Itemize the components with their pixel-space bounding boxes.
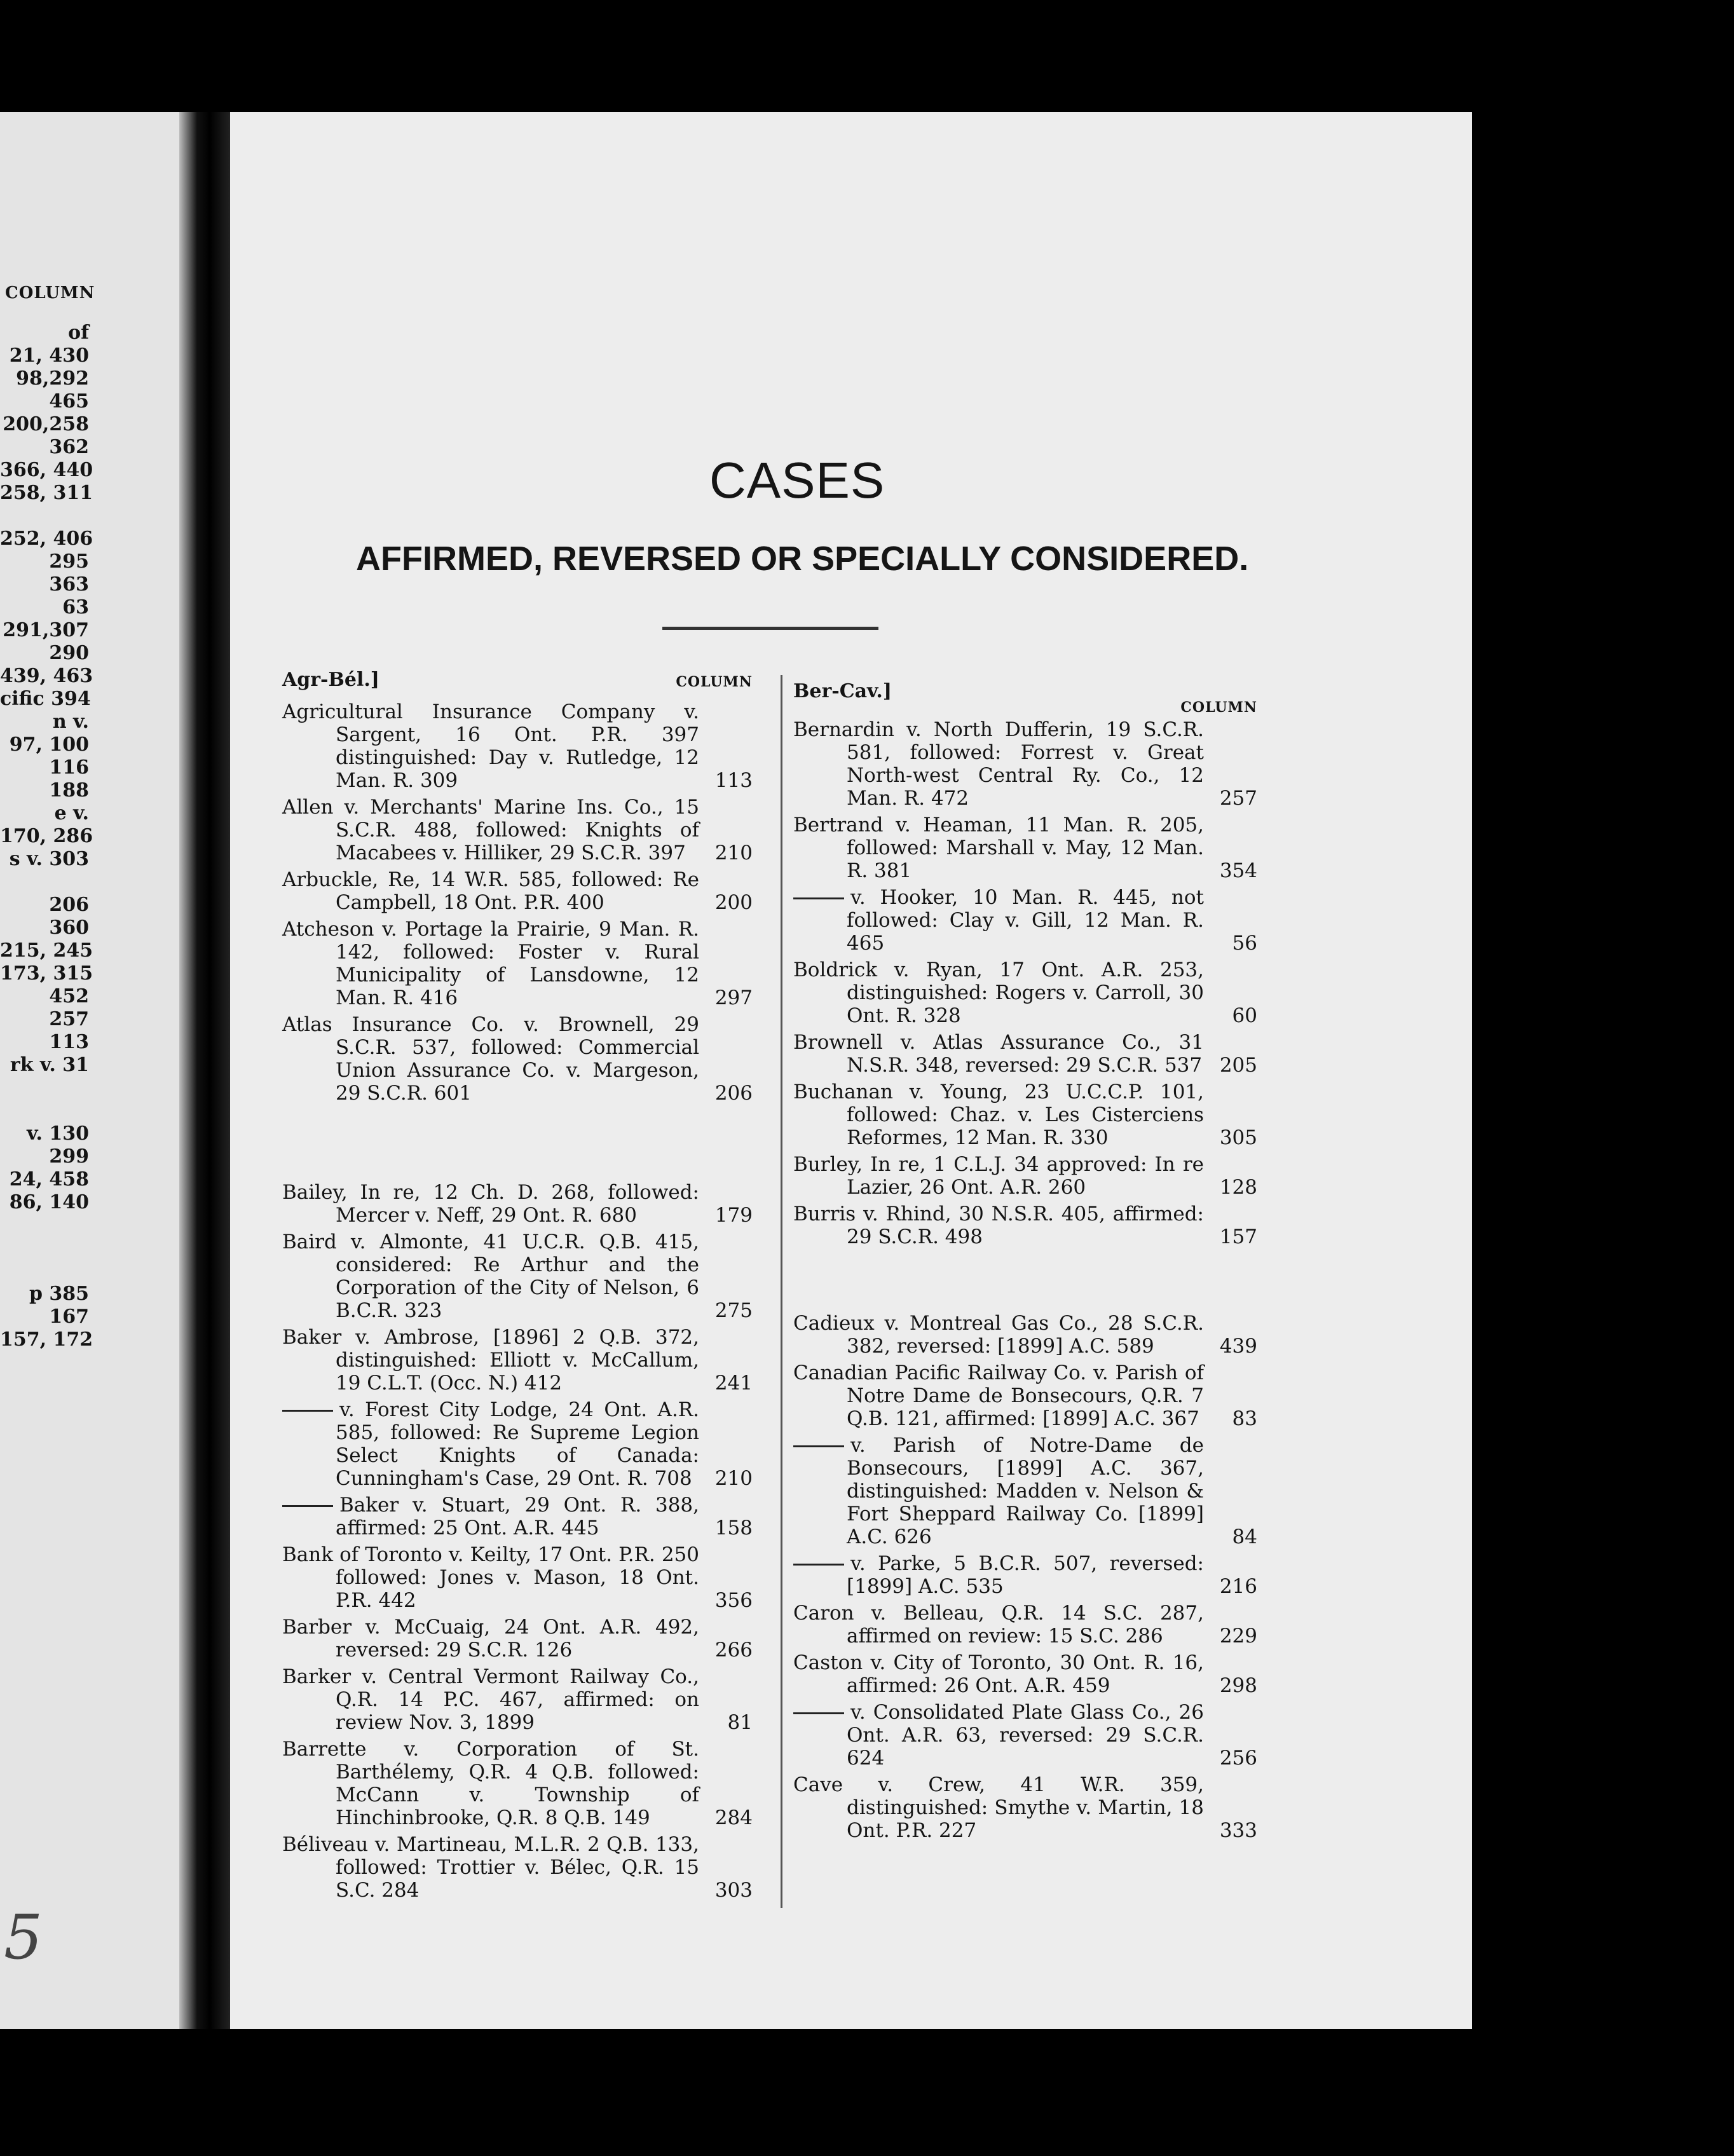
left-page-ref-line: 21, 430 <box>9 345 89 367</box>
left-page-ref-line: 366, 440 <box>0 459 93 481</box>
column-number: 266 <box>714 1639 753 1661</box>
left-page-ref-line: 295 <box>49 550 89 573</box>
case-citation: v. Hooker, 10 Man. R. 445, not followed: Clay v. Gill, 12 Man. R. 465 <box>847 886 1204 955</box>
left-page-ref-line: 291,307 <box>3 619 89 641</box>
right-column-label: COLUMN <box>1180 699 1257 716</box>
case-entry <box>793 1031 1257 1077</box>
left-page-column-label: COLUMN <box>5 283 95 303</box>
case-citation: Baird v. Almonte, 41 U.C.R. Q.B. 415, considered: Re Arthur and the Corporation of the City of Nelson, 6 B.C.R. 323 <box>282 1231 699 1322</box>
left-page-column-refs <box>0 322 179 1351</box>
left-page-ref-line: rk v. 31 <box>10 1054 89 1076</box>
repeat-dash <box>793 1445 844 1447</box>
case-entry <box>793 1153 1257 1199</box>
case-citation: Caron v. Belleau, Q.R. 14 S.C. 287, affirmed on review: 15 S.C. 286 <box>793 1602 1204 1648</box>
case-citation: Cadieux v. Montreal Gas Co., 28 S.C.R. 382, reversed: [1899] A.C. 589 <box>793 1312 1204 1358</box>
case-citation: Barker v. Central Vermont Railway Co., Q.R. 14 P.C. 467, affirmed: on review Nov. 3, 1899 <box>282 1665 699 1734</box>
left-page-ref-line <box>0 1237 179 1260</box>
case-entry <box>793 718 1257 810</box>
left-page-ref-line: cific 394 <box>0 688 91 710</box>
column-number: 241 <box>714 1372 753 1395</box>
case-entry <box>282 796 753 864</box>
case-entry <box>793 1434 1257 1548</box>
column-number: 210 <box>714 842 753 864</box>
right-column-entries <box>793 718 1257 1842</box>
column-number: 216 <box>1219 1575 1257 1598</box>
left-page-ref-line <box>0 1260 179 1283</box>
case-entry <box>282 1231 753 1322</box>
column-number: 205 <box>1219 1054 1257 1077</box>
case-entry <box>282 700 753 792</box>
case-citation: Cave v. Crew, 41 W.R. 359, distinguished: Smythe v. Martin, 18 Ont. P.R. 227 <box>793 1773 1204 1842</box>
case-citation: Allen v. Merchants' Marine Ins. Co., 15 S.C.R. 488, followed: Knights of Macabees v. Hilliker, 29 S.C.R. 397 <box>282 796 699 864</box>
case-citation: Barrette v. Corporation of St. Barthélemy, Q.R. 4 Q.B. followed: McCann v. Township of Hinchinbrooke, Q.R. 8 Q.B. 149 <box>282 1738 699 1829</box>
case-entry <box>282 1616 753 1661</box>
left-page-ref-line: 63 <box>62 596 89 618</box>
case-entry <box>793 1361 1257 1430</box>
left-page-ref-line: 252, 406 <box>0 528 93 550</box>
right-column <box>793 680 1257 1846</box>
column-number: 81 <box>727 1711 753 1734</box>
left-page-ref-line: 299 <box>49 1145 89 1168</box>
title-rule <box>662 627 878 630</box>
column-number: 157 <box>1219 1225 1257 1248</box>
column-number: 298 <box>1219 1674 1257 1697</box>
left-column-label: COLUMN <box>676 674 753 690</box>
left-page-ref-line: 97, 100 <box>9 733 89 756</box>
column-number: 83 <box>1232 1407 1257 1430</box>
left-page-ref-line: 465 <box>49 390 89 413</box>
left-page-ref-line: n v. <box>52 711 89 733</box>
case-entry <box>282 1494 753 1539</box>
column-number: 200 <box>714 891 753 914</box>
left-page-ref-line: 116 <box>49 756 89 779</box>
case-citation: Bank of Toronto v. Keilty, 17 Ont. P.R. 250 followed: Jones v. Mason, 18 Ont. P.R. 442 <box>282 1543 699 1612</box>
left-page-ref-line: 113 <box>49 1031 89 1053</box>
case-citation: Caston v. City of Toronto, 30 Ont. R. 16, affirmed: 26 Ont. A.R. 459 <box>793 1651 1204 1697</box>
case-entry <box>793 1701 1257 1770</box>
page-subtitle: AFFIRMED, REVERSED OR SPECIALLY CONSIDERED. <box>356 540 1249 578</box>
column-number: 356 <box>714 1589 753 1612</box>
case-citation: Buchanan v. Young, 23 U.C.C.P. 101, followed: Chaz. v. Les Cisterciens Reformes, 12 Man. R. 330 <box>793 1081 1204 1149</box>
case-entry <box>282 1398 753 1490</box>
left-page-ref-line <box>0 871 179 894</box>
left-page-ref-line <box>0 1077 179 1100</box>
left-page-ref-line: 206 <box>49 894 89 916</box>
left-page-ref-line: v. 130 <box>27 1122 89 1145</box>
left-page-ref-line: 200,258 <box>3 413 89 435</box>
page-title: CASES <box>709 452 885 508</box>
case-entry <box>282 868 753 914</box>
left-page-ref-line: 439, 463 <box>0 665 93 687</box>
case-entry <box>282 1738 753 1829</box>
case-entry <box>793 1312 1257 1358</box>
case-entry <box>282 1326 753 1395</box>
case-citation: v. Parke, 5 B.C.R. 507, reversed: [1899] A.C. 535 <box>847 1552 1204 1598</box>
left-page-ref-line: 188 <box>49 779 89 802</box>
case-citation: Atcheson v. Portage la Prairie, 9 Man. R. 142, followed: Foster v. Rural Municipality of Lansdowne, 12 Man. R. 416 <box>282 918 699 1009</box>
case-citation: Boldrick v. Ryan, 17 Ont. A.R. 253, distinguished: Rogers v. Carroll, 30 Ont. R. 328 <box>793 959 1204 1027</box>
left-page-ref-line <box>0 505 179 528</box>
case-citation: v. Parish of Notre-Dame de Bonsecours, [1899] A.C. 367, distinguished: Madden v. Nelson & Fort Sheppard Railway Co. [1899] A.C. 626 <box>847 1434 1204 1548</box>
left-page-ref-line: e v. <box>54 802 89 824</box>
case-citation: Bailey, In re, 12 Ch. D. 268, followed: Mercer v. Neff, 29 Ont. R. 680 <box>282 1181 699 1227</box>
repeat-dash <box>282 1410 333 1412</box>
case-citation: Baker v. Stuart, 29 Ont. R. 388, affirmed: 25 Ont. A.R. 445 <box>336 1494 699 1539</box>
repeat-dash <box>793 897 844 899</box>
case-citation: Burris v. Rhind, 30 N.S.R. 405, affirmed: 29 S.C.R. 498 <box>793 1203 1204 1248</box>
left-page-ref-line: 360 <box>49 917 89 939</box>
column-number: 84 <box>1232 1525 1257 1548</box>
column-number: 179 <box>714 1204 753 1227</box>
left-page-ref-line: 86, 140 <box>9 1191 89 1213</box>
case-citation: Canadian Pacific Railway Co. v. Parish of Notre Dame de Bonsecours, Q.R. 7 Q.B. 121, affirmed: [1899] A.C. 367 <box>793 1361 1204 1430</box>
case-entry <box>282 1665 753 1734</box>
case-entry <box>793 959 1257 1027</box>
left-page-ref-line: 452 <box>49 985 89 1007</box>
case-entry <box>793 1552 1257 1598</box>
column-number: 303 <box>714 1879 753 1902</box>
column-divider <box>781 675 782 1908</box>
column-number: 297 <box>714 986 753 1009</box>
case-entry <box>282 1543 753 1612</box>
column-number: 206 <box>714 1082 753 1105</box>
case-citation: Baker v. Ambrose, [1896] 2 Q.B. 372, distinguished: Elliott v. McCallum, 19 C.L.T. (Occ. N.) 412 <box>282 1326 699 1395</box>
column-number: 354 <box>1219 859 1257 882</box>
left-page-ref-line: 257 <box>49 1008 89 1030</box>
case-citation: Brownell v. Atlas Assurance Co., 31 N.S.R. 348, reversed: 29 S.C.R. 537 <box>793 1031 1204 1077</box>
case-entry <box>793 814 1257 882</box>
left-page-ref-line: 363 <box>49 573 89 596</box>
case-citation: Bernardin v. North Dufferin, 19 S.C.R. 581, followed: Forrest v. Great North-west Central Ry. Co., 12 Man. R. 472 <box>793 718 1204 810</box>
facing-page-left <box>0 112 179 2029</box>
left-page-ref-line: 170, 286 <box>0 825 93 847</box>
left-page-ref-line: 98,292 <box>16 367 89 390</box>
case-citation: Barber v. McCuaig, 24 Ont. A.R. 492, reversed: 29 S.C.R. 126 <box>282 1616 699 1661</box>
left-page-ref-line: p 385 <box>29 1283 89 1305</box>
case-citation: Arbuckle, Re, 14 W.R. 585, followed: Re Campbell, 18 Ont. P.R. 400 <box>282 868 699 914</box>
left-page-ref-line <box>0 1214 179 1237</box>
case-entry <box>793 1651 1257 1697</box>
column-number: 256 <box>1219 1747 1257 1770</box>
column-number: 158 <box>714 1517 753 1539</box>
case-citation: Burley, In re, 1 C.L.J. 34 approved: In re Lazier, 26 Ont. A.R. 260 <box>793 1153 1204 1199</box>
case-citation: Béliveau v. Martineau, M.L.R. 2 Q.B. 133, followed: Trottier v. Bélec, Q.R. 15 S.C. 284 <box>282 1833 699 1902</box>
repeat-dash <box>793 1712 844 1714</box>
left-page-ref-line: 24, 458 <box>9 1168 89 1191</box>
column-number: 257 <box>1219 787 1257 810</box>
case-entry <box>793 1081 1257 1149</box>
right-column-range: Ber-Cav.] <box>793 680 892 702</box>
margin-mark: 5 <box>4 1902 43 1973</box>
repeat-dash <box>793 1564 844 1566</box>
case-citation: Bertrand v. Heaman, 11 Man. R. 205, followed: Marshall v. May, 12 Man. R. 381 <box>793 814 1204 882</box>
left-column-range: Agr-Bél.] <box>282 669 379 691</box>
case-entry <box>793 886 1257 955</box>
column-number: 275 <box>714 1299 753 1322</box>
left-page-ref-line: 173, 315 <box>0 962 93 985</box>
column-number: 229 <box>1219 1625 1257 1648</box>
left-page-ref-line <box>0 1100 179 1122</box>
case-entry <box>282 1833 753 1902</box>
left-page-ref-line: of <box>68 322 89 344</box>
column-number: 210 <box>714 1467 753 1490</box>
case-citation: v. Forest City Lodge, 24 Ont. A.R. 585, followed: Re Supreme Legion Select Knights of Canada: Cunningham's Case, 29 Ont. R. 708 <box>336 1398 699 1490</box>
left-page-ref-line: 215, 245 <box>0 939 93 962</box>
repeat-dash <box>282 1505 333 1507</box>
column-number: 113 <box>714 769 753 792</box>
left-page-ref-line: 362 <box>49 436 89 458</box>
column-number: 284 <box>714 1806 753 1829</box>
right-column-header <box>793 680 1257 718</box>
left-page-ref-line: 290 <box>49 642 89 664</box>
left-column <box>282 669 753 1902</box>
case-citation: v. Consolidated Plate Glass Co., 26 Ont. A.R. 63, reversed: 29 S.C.R. 624 <box>847 1701 1204 1770</box>
case-entry <box>793 1773 1257 1842</box>
left-page-ref-line: 157, 172 <box>0 1328 93 1351</box>
column-number: 439 <box>1219 1335 1257 1358</box>
left-column-entries <box>282 700 753 1902</box>
left-page-ref-line: 167 <box>49 1306 89 1328</box>
left-page-ref-line: 258, 311 <box>0 482 93 504</box>
column-number: 305 <box>1219 1126 1257 1149</box>
case-citation: Agricultural Insurance Company v. Sargent, 16 Ont. P.R. 397 distinguished: Day v. Rutledge, 12 Man. R. 309 <box>282 700 699 792</box>
left-column-header <box>282 669 753 700</box>
column-number: 60 <box>1232 1004 1257 1027</box>
left-page-ref-line: s v. 303 <box>9 848 89 870</box>
column-number: 128 <box>1219 1176 1257 1199</box>
case-citation: Atlas Insurance Co. v. Brownell, 29 S.C.R. 537, followed: Commercial Union Assurance Co. v. Margeson, 29 S.C.R. 601 <box>282 1013 699 1105</box>
column-number: 333 <box>1219 1819 1257 1842</box>
column-number: 56 <box>1232 932 1257 955</box>
book-gutter <box>179 112 230 2029</box>
case-entry <box>282 1181 753 1227</box>
case-entry <box>793 1203 1257 1248</box>
case-entry <box>282 918 753 1009</box>
case-entry <box>282 1013 753 1105</box>
case-entry <box>793 1602 1257 1648</box>
